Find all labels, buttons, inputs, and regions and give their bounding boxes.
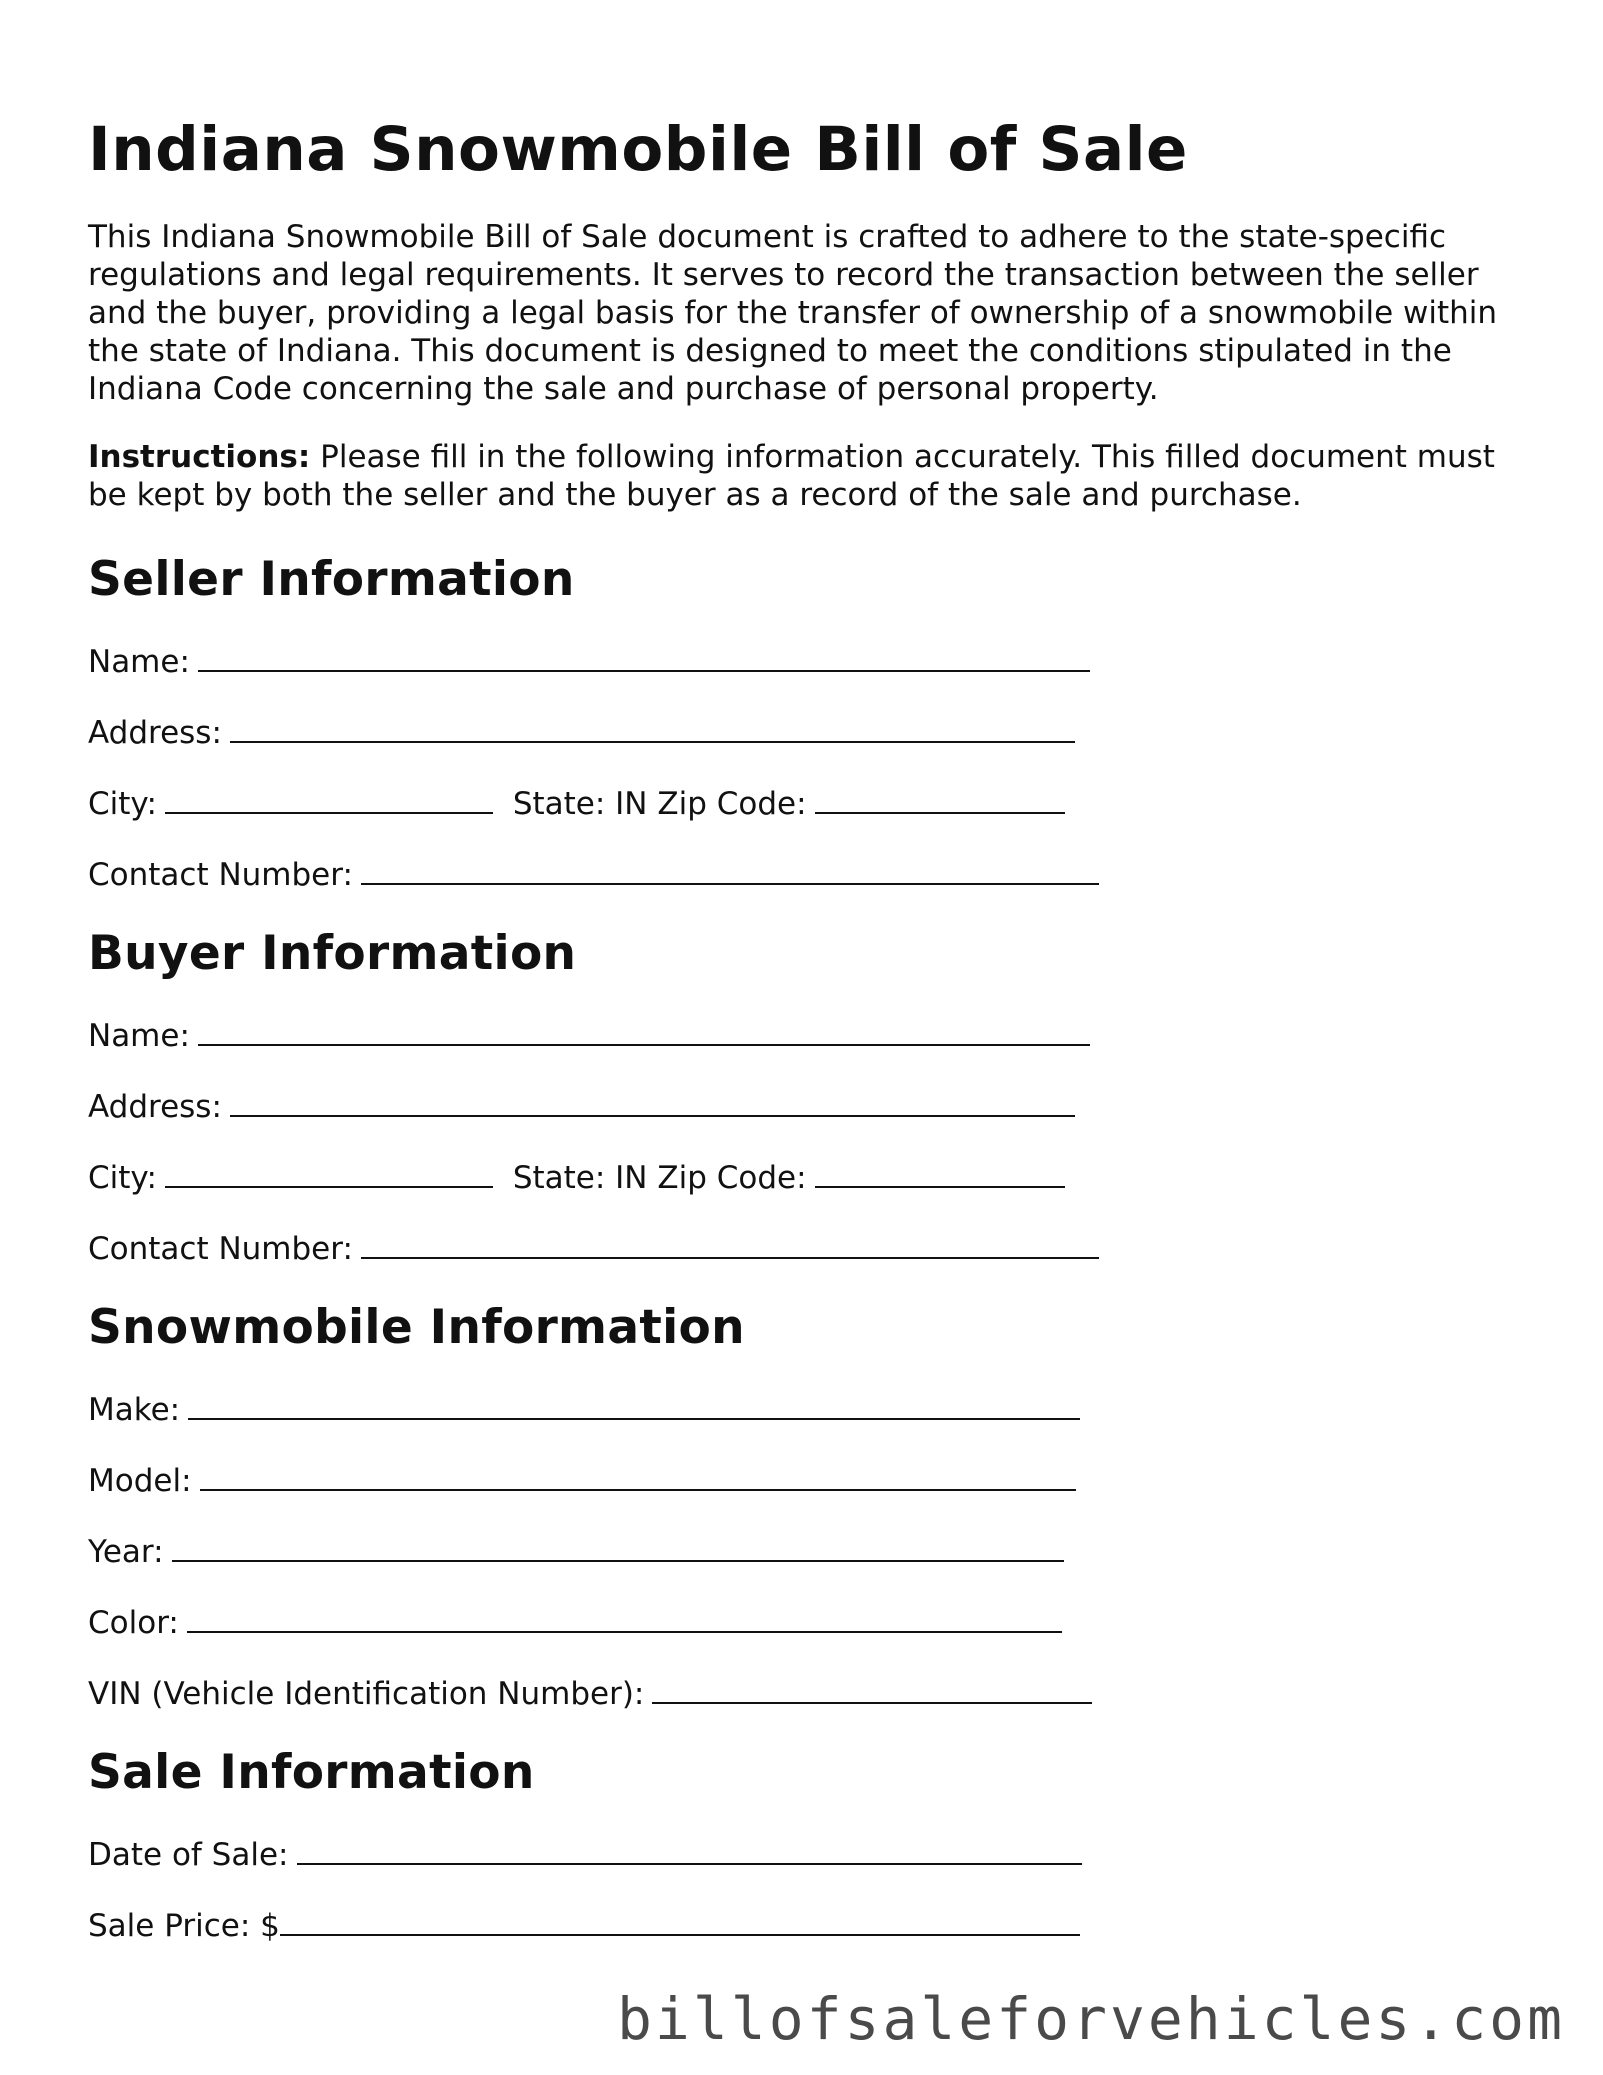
snowmobile-model-line[interactable] xyxy=(200,1459,1076,1491)
snowmobile-color-field[interactable] xyxy=(88,1601,1528,1642)
snowmobile-year-field[interactable] xyxy=(88,1530,1528,1571)
seller-contact-label: Contact Number: xyxy=(88,857,353,893)
snowmobile-make-field[interactable] xyxy=(88,1388,1528,1429)
footer-watermark: billofsaleforvehicles.com xyxy=(617,1985,1565,2053)
seller-name-line[interactable] xyxy=(198,640,1090,672)
buyer-city-line[interactable] xyxy=(165,1156,493,1188)
buyer-address-field[interactable] xyxy=(88,1085,1528,1126)
sale-date-field[interactable] xyxy=(88,1833,1528,1874)
seller-city-state-zip-field[interactable] xyxy=(88,782,1528,823)
buyer-name-label: Name: xyxy=(88,1018,190,1054)
snowmobile-color-line[interactable] xyxy=(187,1601,1062,1633)
seller-name-label: Name: xyxy=(88,644,190,680)
seller-city-label: City: xyxy=(88,786,157,822)
seller-address-field[interactable] xyxy=(88,711,1528,752)
seller-city-line[interactable] xyxy=(165,782,493,814)
seller-name-field[interactable] xyxy=(88,640,1528,681)
snowmobile-model-field[interactable] xyxy=(88,1459,1528,1500)
instructions-text: Please fill in the following information accurately. This filled document must be kept by both the seller and the buyer as a record of the sale and purchase. xyxy=(88,439,1495,513)
intro-paragraph: This Indiana Snowmobile Bill of Sale document is crafted to adhere to the state-specific regulations and legal requirements. It serves to record the transaction between the seller and the buyer, providing a legal basis for the transfer of ownership of a snowmobile within the state of Indiana. This document is designed to meet the conditions stipulated in the Indiana Code concerning the sale and purchase of personal property. xyxy=(88,219,1498,407)
snowmobile-vin-line[interactable] xyxy=(652,1672,1092,1704)
snowmobile-year-line[interactable] xyxy=(172,1530,1064,1562)
buyer-city-state-zip-field[interactable] xyxy=(88,1156,1528,1197)
buyer-state-zip-label: State: IN Zip Code: xyxy=(512,1160,807,1196)
snowmobile-vin-label: VIN (Vehicle Identification Number): xyxy=(88,1676,645,1712)
snowmobile-color-label: Color: xyxy=(88,1605,179,1641)
sale-date-line[interactable] xyxy=(297,1833,1082,1865)
seller-address-line[interactable] xyxy=(230,711,1075,743)
snowmobile-year-label: Year: xyxy=(88,1534,164,1570)
buyer-zip-line[interactable] xyxy=(815,1156,1065,1188)
bill-of-sale-document xyxy=(88,108,1528,1945)
instructions-label: Instructions: xyxy=(88,439,311,475)
snowmobile-make-label: Make: xyxy=(88,1392,181,1428)
buyer-address-label: Address: xyxy=(88,1089,222,1125)
seller-contact-field[interactable] xyxy=(88,853,1528,894)
sale-price-line[interactable] xyxy=(280,1904,1080,1936)
seller-contact-line[interactable] xyxy=(361,853,1099,885)
seller-section-heading: Seller Information xyxy=(88,552,575,607)
snowmobile-section-heading: Snowmobile Information xyxy=(88,1300,745,1355)
buyer-name-field[interactable] xyxy=(88,1014,1528,1055)
snowmobile-model-label: Model: xyxy=(88,1463,192,1499)
snowmobile-vin-field[interactable] xyxy=(88,1672,1528,1713)
sale-price-field[interactable] xyxy=(88,1904,1528,1945)
sale-date-label: Date of Sale: xyxy=(88,1837,289,1873)
buyer-address-line[interactable] xyxy=(230,1085,1075,1117)
sale-section-heading: Sale Information xyxy=(88,1745,535,1800)
document-title: Indiana Snowmobile Bill of Sale xyxy=(88,114,1188,185)
seller-address-label: Address: xyxy=(88,715,222,751)
buyer-contact-field[interactable] xyxy=(88,1227,1528,1268)
buyer-contact-line[interactable] xyxy=(361,1227,1099,1259)
seller-zip-line[interactable] xyxy=(815,782,1065,814)
buyer-name-line[interactable] xyxy=(198,1014,1090,1046)
buyer-city-label: City: xyxy=(88,1160,157,1196)
snowmobile-make-line[interactable] xyxy=(188,1388,1080,1420)
seller-state-zip-label: State: IN Zip Code: xyxy=(512,786,807,822)
buyer-section-heading: Buyer Information xyxy=(88,926,577,981)
instructions-paragraph xyxy=(88,438,1528,514)
sale-price-label: Sale Price: $ xyxy=(88,1908,280,1944)
buyer-contact-label: Contact Number: xyxy=(88,1231,353,1267)
